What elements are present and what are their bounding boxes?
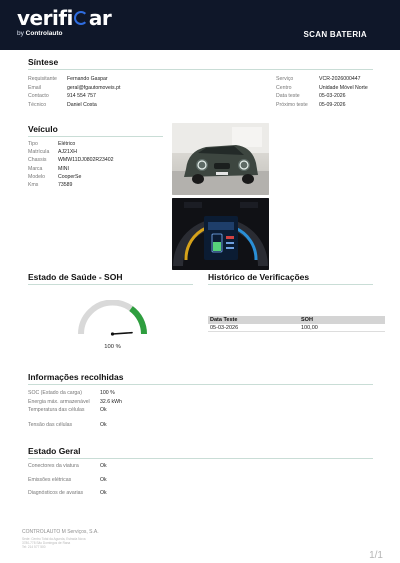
field-value: 05-03-2026: [319, 93, 346, 99]
field-value: 100 %: [100, 390, 115, 396]
page-number: 1/1: [369, 550, 383, 561]
historico-cell-date: 05-03-2026: [210, 324, 239, 331]
logo-sub-prefix: by: [17, 30, 26, 37]
field-label: Tensão das células: [28, 421, 73, 428]
verificar-logo: [17, 7, 111, 37]
section-rule-veiculo: [28, 136, 163, 137]
vehicle-photo: [172, 123, 269, 195]
field-value: 73589: [58, 182, 73, 188]
section-rule-soh: [28, 284, 193, 285]
logo-text-a: verifi: [17, 6, 73, 30]
field-value: MINI: [58, 165, 69, 172]
section-title-info: Informações recolhidas: [28, 372, 124, 382]
historico-cell-soh: 100,00: [301, 324, 318, 331]
field-label: Chassis: [28, 157, 47, 164]
field-value: Ok: [100, 421, 107, 428]
soh-gauge-needle: [113, 333, 133, 334]
field-value: Ok: [100, 490, 107, 496]
field-label: Data teste: [276, 93, 300, 99]
report-header: [0, 0, 400, 50]
logo-c-mark-icon: [74, 11, 88, 25]
field-label: Contacto: [28, 93, 49, 99]
section-title-soh: Estado de Saúde - SOH: [28, 272, 123, 282]
field-label: Emissões elétricas: [28, 476, 72, 483]
historico-table: [208, 316, 385, 332]
field-label: Diagnósticos de avarias: [28, 490, 84, 496]
field-label: Conectores da viatura: [28, 463, 79, 469]
section-title-estado-geral: Estado Geral: [28, 446, 81, 456]
section-rule-sintese: [28, 69, 373, 70]
soh-gauge-fill: [131, 309, 144, 334]
footer-phone: Tel: 214 577 500: [22, 545, 46, 549]
footer: [22, 530, 99, 549]
section-rule-estado-geral: [28, 458, 373, 459]
field-value: Ok: [100, 463, 107, 469]
field-value: geral@fgautomoveis.pt: [67, 84, 121, 91]
field-label: Energia máx. armazenável: [28, 398, 90, 405]
field-label: Tipo: [28, 141, 38, 147]
footer-company: CONTROLAUTO M Serviços, S.A.: [22, 529, 99, 535]
field-label: Próximo teste: [276, 101, 308, 108]
footer-address-line2: 3780-778 São Domingos de Rana: [22, 540, 71, 545]
field-label: Modelo: [28, 173, 46, 180]
field-value: 914 554 757: [67, 93, 96, 99]
footer-address-line1: Sede: Centro Total da Agueda, Estrada Nova: [22, 536, 86, 541]
soh-gauge: [75, 300, 150, 340]
historico-col-date: Data Teste: [210, 317, 238, 323]
field-label: Kms: [28, 182, 39, 188]
section-title-historico: Histórico de Verificações: [208, 272, 310, 282]
table-row: [208, 324, 385, 332]
field-label: Temperatura das células: [28, 407, 85, 413]
historico-col-soh: SOH: [301, 317, 313, 323]
field-label: Matrícula: [28, 149, 50, 156]
logo-text-b: ar: [88, 6, 112, 30]
section-title-veiculo: Veículo: [28, 124, 58, 134]
field-label: Requisitante: [28, 76, 57, 82]
soh-gauge-track: [81, 303, 144, 335]
field-label: Marca: [28, 165, 43, 172]
field-value: Unidade Móvel Norte: [319, 84, 368, 91]
field-label: Serviço: [276, 76, 294, 82]
section-title-sintese: Síntese: [28, 57, 59, 67]
report-title: SCAN BATERIA: [303, 30, 367, 39]
section-rule-historico: [208, 284, 373, 285]
field-value: Ok: [100, 407, 107, 413]
field-value: Elétrico: [58, 141, 76, 147]
section-rule-info: [28, 384, 373, 385]
soh-gauge-hub: [111, 332, 114, 335]
field-value: VCR-2026000447: [319, 76, 361, 82]
dashboard-photo: [172, 198, 269, 270]
field-label: Técnico: [28, 101, 47, 108]
logo-sub-brand: Controlauto: [25, 30, 63, 37]
field-value: Daniel Costa: [67, 101, 97, 108]
field-value: Fernando Gaspar: [67, 76, 108, 82]
field-value: 05-09-2026: [319, 101, 346, 108]
field-value: Ok: [100, 476, 107, 483]
field-label: Email: [28, 84, 41, 91]
field-value: 32.6 kWh: [100, 398, 122, 405]
field-label: Centro: [276, 84, 292, 91]
field-value: AJ21XH: [58, 149, 78, 156]
historico-table-header: [208, 316, 385, 324]
field-value: WMW11DJ0802R23402: [58, 157, 114, 164]
soh-percent-label: 100 %: [104, 344, 121, 350]
field-label: SOC (Estado da carga): [28, 390, 82, 396]
field-value: CooperSe: [58, 173, 82, 180]
